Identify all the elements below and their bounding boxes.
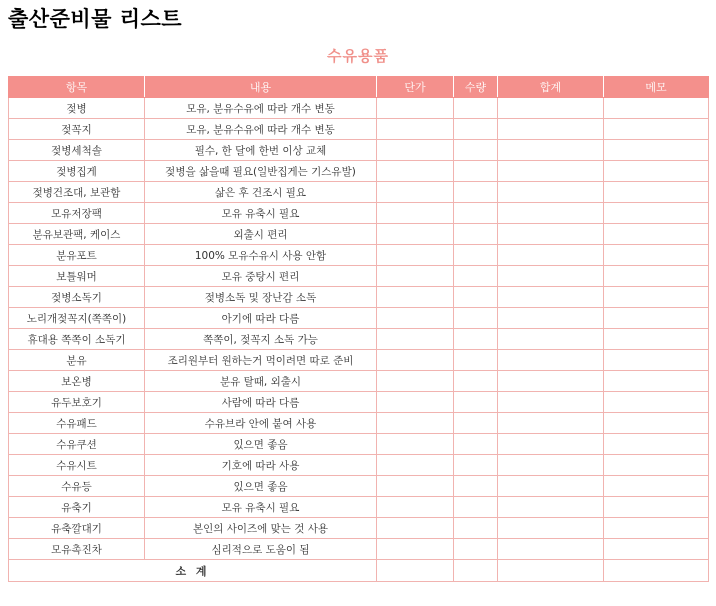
total-cell[interactable] [498, 161, 604, 182]
table-row [9, 518, 709, 539]
item-cell: 수유등 [9, 476, 145, 497]
item-cell: 보온병 [9, 371, 145, 392]
memo-cell[interactable] [604, 329, 709, 350]
description-cell: 젖병을 삶을때 필요(일반집게는 기스유발) [145, 161, 377, 182]
table-row [9, 140, 709, 161]
memo-cell[interactable] [604, 539, 709, 560]
table-body [9, 98, 709, 560]
total-cell[interactable] [498, 518, 604, 539]
memo-cell[interactable] [604, 98, 709, 119]
unit-price-cell[interactable] [377, 455, 454, 476]
subtotal-row [9, 560, 709, 582]
item-cell: 모유저장팩 [9, 203, 145, 224]
description-cell: 모유 유축시 필요 [145, 497, 377, 518]
quantity-cell[interactable] [454, 329, 498, 350]
memo-cell[interactable] [604, 266, 709, 287]
quantity-cell[interactable] [454, 98, 498, 119]
table-row [9, 245, 709, 266]
quantity-cell[interactable] [454, 182, 498, 203]
table-row [9, 308, 709, 329]
total-cell[interactable] [498, 287, 604, 308]
description-cell: 모유 유축시 필요 [145, 203, 377, 224]
quantity-cell[interactable] [454, 413, 498, 434]
quantity-cell[interactable] [454, 476, 498, 497]
memo-cell[interactable] [604, 434, 709, 455]
description-cell: 아기에 따라 다름 [145, 308, 377, 329]
table-row [9, 287, 709, 308]
item-cell: 젖병건조대, 보관함 [9, 182, 145, 203]
quantity-cell[interactable] [454, 539, 498, 560]
item-cell: 젖병 [9, 98, 145, 119]
item-cell: 젖병세척솔 [9, 140, 145, 161]
checklist-table [8, 76, 709, 582]
quantity-cell[interactable] [454, 161, 498, 182]
total-cell[interactable] [498, 455, 604, 476]
table-row [9, 161, 709, 182]
column-header-item: 항목 [9, 77, 145, 98]
memo-cell[interactable] [604, 245, 709, 266]
unit-price-cell[interactable] [377, 350, 454, 371]
total-cell[interactable] [498, 539, 604, 560]
item-cell: 수유시트 [9, 455, 145, 476]
memo-cell[interactable] [604, 308, 709, 329]
total-cell[interactable] [498, 245, 604, 266]
item-cell: 유두보호기 [9, 392, 145, 413]
quantity-cell[interactable] [454, 203, 498, 224]
quantity-cell[interactable] [454, 266, 498, 287]
page-title: 출산준비물 리스트 [8, 7, 183, 31]
item-cell: 젖병소독기 [9, 287, 145, 308]
section-title: 수유용품 [327, 47, 389, 65]
description-cell: 모유, 분유수유에 따라 개수 변동 [145, 119, 377, 140]
unit-price-cell[interactable] [377, 434, 454, 455]
memo-cell[interactable] [604, 350, 709, 371]
description-cell: 삶은 후 건조시 필요 [145, 182, 377, 203]
item-cell: 유축깔대기 [9, 518, 145, 539]
total-cell[interactable] [498, 350, 604, 371]
description-cell: 필수, 한 달에 한번 이상 교체 [145, 140, 377, 161]
unit-price-cell[interactable] [377, 329, 454, 350]
total-cell[interactable] [498, 434, 604, 455]
unit-price-cell[interactable] [377, 161, 454, 182]
subtotal-price-cell[interactable] [377, 560, 454, 582]
table-row [9, 350, 709, 371]
quantity-cell[interactable] [454, 287, 498, 308]
item-cell: 젖병집게 [9, 161, 145, 182]
unit-price-cell[interactable] [377, 203, 454, 224]
description-cell: 기호에 따라 사용 [145, 455, 377, 476]
unit-price-cell[interactable] [377, 308, 454, 329]
quantity-cell[interactable] [454, 245, 498, 266]
quantity-cell[interactable] [454, 119, 498, 140]
column-header-total: 합계 [498, 77, 604, 98]
item-cell: 노리개젖꼭지(쪽쪽이) [9, 308, 145, 329]
memo-cell[interactable] [604, 161, 709, 182]
memo-cell[interactable] [604, 392, 709, 413]
description-cell: 모유 중탕시 편리 [145, 266, 377, 287]
unit-price-cell[interactable] [377, 413, 454, 434]
description-cell: 조리원부터 원하는거 먹이려면 따로 준비 [145, 350, 377, 371]
quantity-cell[interactable] [454, 497, 498, 518]
memo-cell[interactable] [604, 203, 709, 224]
description-cell: 쪽쪽이, 젖꼭지 소독 가능 [145, 329, 377, 350]
memo-cell[interactable] [604, 119, 709, 140]
total-cell[interactable] [498, 371, 604, 392]
total-cell[interactable] [498, 476, 604, 497]
table-row [9, 182, 709, 203]
total-cell[interactable] [498, 224, 604, 245]
memo-cell[interactable] [604, 455, 709, 476]
total-cell[interactable] [498, 203, 604, 224]
memo-cell[interactable] [604, 140, 709, 161]
item-cell: 수유패드 [9, 413, 145, 434]
quantity-cell[interactable] [454, 371, 498, 392]
total-cell[interactable] [498, 119, 604, 140]
description-cell: 있으면 좋음 [145, 434, 377, 455]
memo-cell[interactable] [604, 287, 709, 308]
item-cell: 젖꼭지 [9, 119, 145, 140]
unit-price-cell[interactable] [377, 98, 454, 119]
table-row [9, 98, 709, 119]
memo-cell[interactable] [604, 224, 709, 245]
memo-cell[interactable] [604, 518, 709, 539]
quantity-cell[interactable] [454, 455, 498, 476]
memo-cell[interactable] [604, 497, 709, 518]
unit-price-cell[interactable] [377, 539, 454, 560]
table-row [9, 329, 709, 350]
description-cell: 외출시 편리 [145, 224, 377, 245]
total-cell[interactable] [498, 497, 604, 518]
unit-price-cell[interactable] [377, 476, 454, 497]
memo-cell[interactable] [604, 476, 709, 497]
total-cell[interactable] [498, 413, 604, 434]
quantity-cell[interactable] [454, 224, 498, 245]
unit-price-cell[interactable] [377, 371, 454, 392]
total-cell[interactable] [498, 308, 604, 329]
table-row [9, 203, 709, 224]
item-cell: 수유쿠션 [9, 434, 145, 455]
table-row [9, 539, 709, 560]
unit-price-cell[interactable] [377, 245, 454, 266]
table-row [9, 224, 709, 245]
quantity-cell[interactable] [454, 308, 498, 329]
total-cell[interactable] [498, 266, 604, 287]
table-header-row [9, 77, 709, 98]
column-header-description: 내용 [145, 77, 377, 98]
table-row [9, 266, 709, 287]
total-cell[interactable] [498, 182, 604, 203]
unit-price-cell[interactable] [377, 287, 454, 308]
memo-cell[interactable] [604, 371, 709, 392]
table-row [9, 371, 709, 392]
quantity-cell[interactable] [454, 434, 498, 455]
table-row [9, 119, 709, 140]
item-cell: 분유보관팩, 케이스 [9, 224, 145, 245]
item-cell: 분유포트 [9, 245, 145, 266]
table-row [9, 392, 709, 413]
table-row [9, 455, 709, 476]
subtotal-total-cell[interactable] [498, 560, 604, 582]
item-cell: 모유촉진차 [9, 539, 145, 560]
unit-price-cell[interactable] [377, 392, 454, 413]
description-cell: 있으면 좋음 [145, 476, 377, 497]
total-cell[interactable] [498, 329, 604, 350]
item-cell: 유축기 [9, 497, 145, 518]
quantity-cell[interactable] [454, 392, 498, 413]
table-row [9, 476, 709, 497]
table-row [9, 413, 709, 434]
table-row [9, 434, 709, 455]
total-cell[interactable] [498, 98, 604, 119]
unit-price-cell[interactable] [377, 182, 454, 203]
description-cell: 사람에 따라 다름 [145, 392, 377, 413]
description-cell: 심리적으로 도움이 됨 [145, 539, 377, 560]
unit-price-cell[interactable] [377, 119, 454, 140]
unit-price-cell[interactable] [377, 266, 454, 287]
item-cell: 휴대용 쪽쪽이 소독기 [9, 329, 145, 350]
quantity-cell[interactable] [454, 140, 498, 161]
column-header-memo: 메모 [604, 77, 709, 98]
table-row [9, 497, 709, 518]
total-cell[interactable] [498, 140, 604, 161]
item-cell: 분유 [9, 350, 145, 371]
quantity-cell[interactable] [454, 518, 498, 539]
description-cell: 본인의 사이즈에 맞는 것 사용 [145, 518, 377, 539]
quantity-cell[interactable] [454, 350, 498, 371]
unit-price-cell[interactable] [377, 497, 454, 518]
subtotal-memo-cell[interactable] [604, 560, 709, 582]
column-header-unit-price: 단가 [377, 77, 454, 98]
item-cell: 보틀워머 [9, 266, 145, 287]
column-header-quantity: 수량 [454, 77, 498, 98]
description-cell: 모유, 분유수유에 따라 개수 변동 [145, 98, 377, 119]
total-cell[interactable] [498, 392, 604, 413]
subtotal-label: 소 계 [9, 560, 377, 582]
unit-price-cell[interactable] [377, 518, 454, 539]
memo-cell[interactable] [604, 413, 709, 434]
description-cell: 젖병소독 및 장난감 소독 [145, 287, 377, 308]
memo-cell[interactable] [604, 182, 709, 203]
description-cell: 분유 탈때, 외출시 [145, 371, 377, 392]
description-cell: 수유브라 안에 붙여 사용 [145, 413, 377, 434]
description-cell: 100% 모유수유시 사용 안함 [145, 245, 377, 266]
subtotal-quantity-cell[interactable] [454, 560, 498, 582]
unit-price-cell[interactable] [377, 140, 454, 161]
unit-price-cell[interactable] [377, 224, 454, 245]
